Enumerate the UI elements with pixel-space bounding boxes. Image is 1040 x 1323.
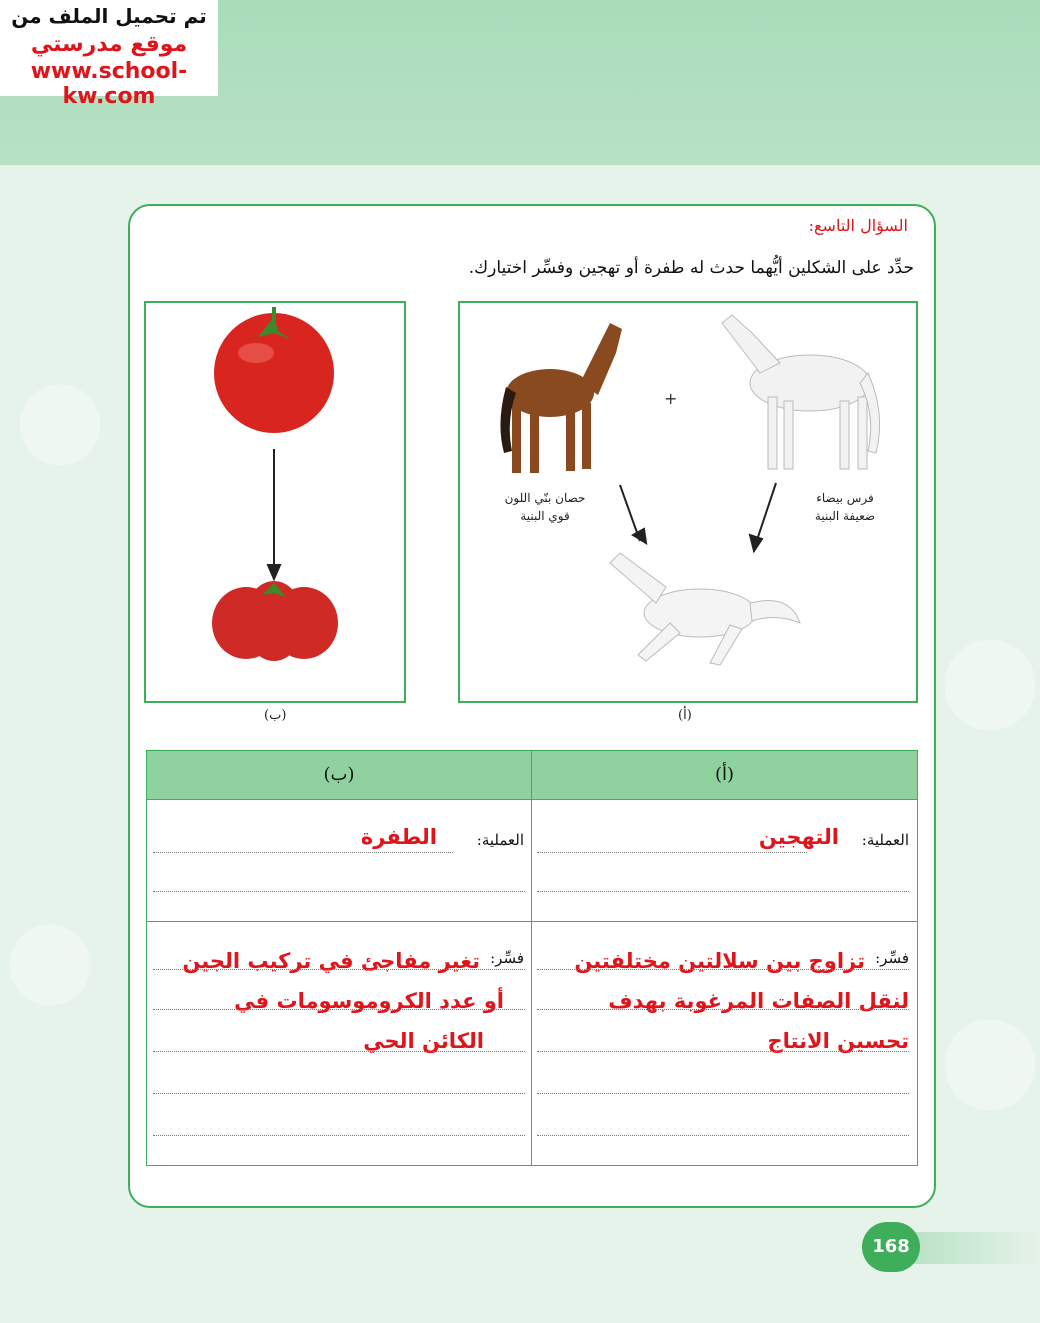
writing-line [537,1009,909,1010]
b-explain-line1: تغير مفاجئ في تركيب الجين [182,949,480,973]
watermark-line2: موقع مدرستي [30,32,188,57]
offspring-horse-icon [610,553,800,665]
question-text: حدِّد على الشكلين أيُّهما حدث له طفرة أو تهجين وفسِّر اختيارك. [468,258,914,278]
table-vertical-divider [531,751,532,1165]
writing-line [537,1093,909,1094]
writing-line [537,1135,909,1136]
writing-line [153,1051,525,1052]
figure-a-label: (أ) [678,708,692,723]
writing-line [153,891,525,892]
b-explain-answer [149,941,524,1061]
a-explain-line2: لنقل الصفات المرغوبة بهدف [608,989,909,1013]
a-process-label: العملية: [861,831,909,849]
writing-line [537,969,909,970]
normal-tomato-icon [214,307,334,433]
b-process-label: العملية: [476,831,524,849]
writing-line [537,891,909,892]
writing-line [153,1093,525,1094]
figure-b-panel [144,301,406,703]
a-explain-label: فسِّر: [875,949,909,967]
a-explain-answer [544,941,909,1061]
brown-horse-icon [500,323,622,473]
b-explain-label: فسِّر: [490,949,524,967]
writing-line [153,852,453,853]
writing-line [153,1135,525,1136]
b-explain-line3: الكائن الحي [363,1029,484,1053]
page-number: 168 [862,1222,920,1272]
b-explain-line2: أو عدد الكروموسومات في [234,989,504,1013]
tomatoes-illustration [146,303,404,701]
watermark-url[interactable]: www.school-kw.com [30,59,188,109]
plus-sign: + [664,389,678,408]
table-header-b: (ب) [147,751,531,800]
page-number-band [900,1232,1040,1264]
white-horse-icon [722,315,880,469]
mutated-tomato-icon [212,581,338,661]
white-caption-line2: ضعيفة البنية [814,509,876,523]
figure-a-panel [458,301,918,703]
cross-arrows [620,483,776,551]
figure-b-label: (ب) [264,708,287,723]
b-process-answer: الطفرة [360,825,437,849]
a-explain-line1: تزاوج بين سلالتين مختلفتين [574,949,865,973]
writing-line [153,1009,525,1010]
a-explain-line3: تحسين الانتاج [767,1029,909,1053]
a-process-answer: التهجين [758,825,839,849]
mutation-arrow [268,449,280,579]
watermark-line1: تم تحميل الملف من [11,4,207,28]
question-title: السؤال التاسع: [808,216,908,235]
question-card [128,204,936,1208]
writing-line [537,852,807,853]
white-horse-caption [790,489,900,525]
answer-table [146,750,918,1166]
watermark [0,0,218,109]
white-caption-line1: فرس بيضاء [816,491,874,505]
brown-caption-line2: قوي البنية [520,509,570,523]
writing-line [537,1051,909,1052]
writing-line [153,969,525,970]
brown-caption-line1: حصان بنّي اللون [504,491,586,505]
table-row-divider [147,921,917,922]
table-header-a: (أ) [532,751,917,800]
brown-horse-caption [490,489,600,525]
